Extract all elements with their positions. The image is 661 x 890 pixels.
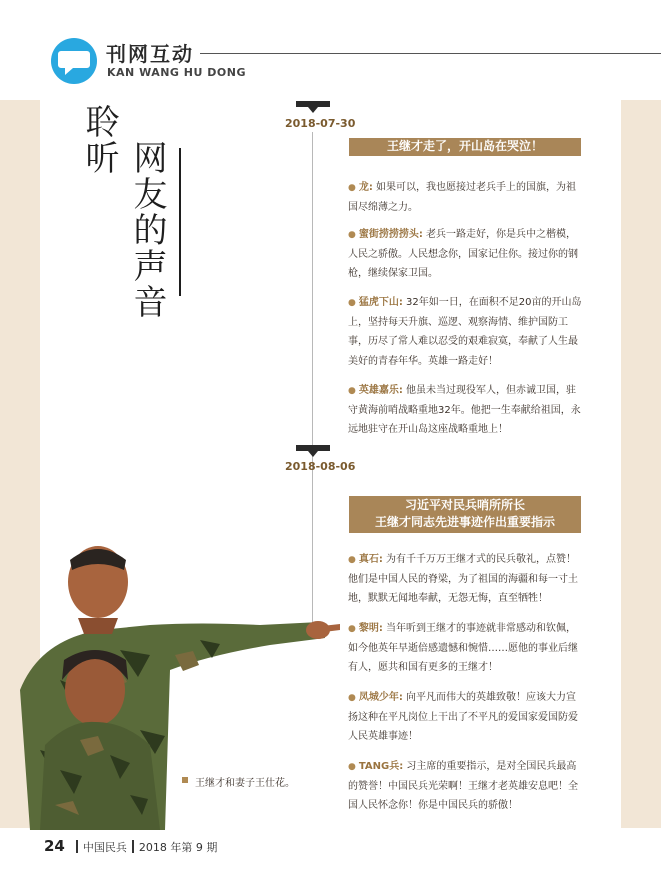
title-rule: [179, 148, 181, 296]
commenter-name: 蜜街捞捞捞头:: [358, 229, 423, 240]
bullet-icon: ●: [348, 298, 356, 308]
commenter-name: 黎明:: [358, 623, 383, 634]
section-title: 刊网互动: [106, 42, 194, 66]
magazine-name: 中国民兵: [82, 841, 127, 854]
comment-text: 向平凡而伟大的英雄致敬！应该大力宣扬这种在平凡岗位上干出了不平凡的爱国家爱国防爱人民英雄事迹！: [348, 692, 578, 743]
bullet-icon: ●: [348, 693, 356, 703]
date-marker-1-pointer: [308, 107, 318, 113]
date-label-1: 2018-07-30: [285, 117, 356, 130]
comment-item: [348, 550, 584, 609]
bullet-icon: ●: [348, 230, 356, 240]
comment-text: 32年如一日，在面积不足20亩的开山岛上，坚持每天升旗、巡逻、观察海情、维护国防工事，历尽了常人难以忍受的艰难寂寞，奉献了人生最美好的青春年华。英雄一路走好！: [348, 297, 582, 367]
bullet-icon: ●: [348, 624, 356, 634]
comment-item: [348, 293, 584, 371]
comment-item: [348, 757, 584, 816]
header-rule: [200, 53, 661, 54]
comment-text: 如果可以，我也愿接过老兵手上的国旗，为祖国尽绵薄之力。: [348, 182, 577, 214]
caption-marker: [182, 777, 188, 783]
commenter-name: 猛虎下山:: [358, 297, 403, 308]
comment-item: [348, 688, 584, 747]
comment-text: 为有千千万万王继才式的民兵敬礼，点赞！他们是中国人民的脊梁，为了祖国的海疆和每一寸土地，默默无闻地奉献，无怨无悔，直至牺牲！: [348, 554, 578, 605]
title-line-2: 网友的声音: [127, 140, 167, 320]
comment-item: [348, 225, 584, 284]
comment-text: 他虽未当过现役军人，但赤诚卫国，驻守黄海前哨战略重地32年。他把一生奉献给祖国，永远地驻守在开山岛这座战略重地上！: [348, 385, 581, 436]
section-subtitle: KAN WANG HU DONG: [107, 66, 246, 79]
commenter-name: 英雄嘉乐:: [358, 385, 403, 396]
comment-text: 当年听到王继才的事迹就非常感动和钦佩，如今他英年早逝倍感遗憾和惋惜……愿他的事业后继有人，愿共和国有更多的王继才！: [348, 623, 578, 674]
title-line-1: 聆听: [79, 104, 119, 176]
date-marker-2-pointer: [308, 451, 318, 457]
bullet-icon: ●: [348, 386, 356, 396]
issue-label: 2018 年第 9 期: [138, 841, 218, 854]
comment-text: 老兵一路走好，你是兵中之楷模，人民之骄傲。人民想念你，国家记住你。接过你的钢枪，继续保家卫国。: [348, 229, 578, 280]
headline-2-line-2: 王继才同志先进事迹作出重要指示: [374, 515, 555, 529]
commenter-name: 龙:: [358, 182, 373, 193]
footer-divider: [76, 840, 78, 853]
page-footer: [44, 837, 217, 855]
footer-divider: [132, 840, 134, 853]
bullet-icon: ●: [348, 762, 356, 772]
commenter-name: 凤城少年:: [358, 692, 403, 703]
headline-2: [349, 496, 581, 533]
bullet-icon: ●: [348, 555, 356, 565]
headline-2-line-1: 习近平对民兵哨所所长: [404, 498, 525, 512]
commenter-name: 真石:: [358, 554, 383, 565]
right-decor-bar: [621, 100, 661, 828]
date-label-2: 2018-08-06: [285, 460, 356, 473]
page-number: 24: [44, 837, 65, 855]
comment-item: [348, 619, 584, 678]
headline-1: 王继才走了，开山岛在哭泣！: [349, 138, 581, 156]
chat-bubble-icon: [50, 37, 98, 85]
bullet-icon: ●: [348, 183, 356, 193]
comment-item: [348, 178, 584, 217]
comment-text: 习主席的重要指示，是对全国民兵最高的赞誉！中国民兵光荣啊！王继才老英雄安息吧！全国人民怀念你！你是中国民兵的骄傲！: [348, 761, 578, 812]
commenter-name: TANG兵:: [358, 761, 404, 772]
comment-item: [348, 381, 584, 440]
photo-caption: 王继才和妻子王仕花。: [195, 778, 295, 789]
